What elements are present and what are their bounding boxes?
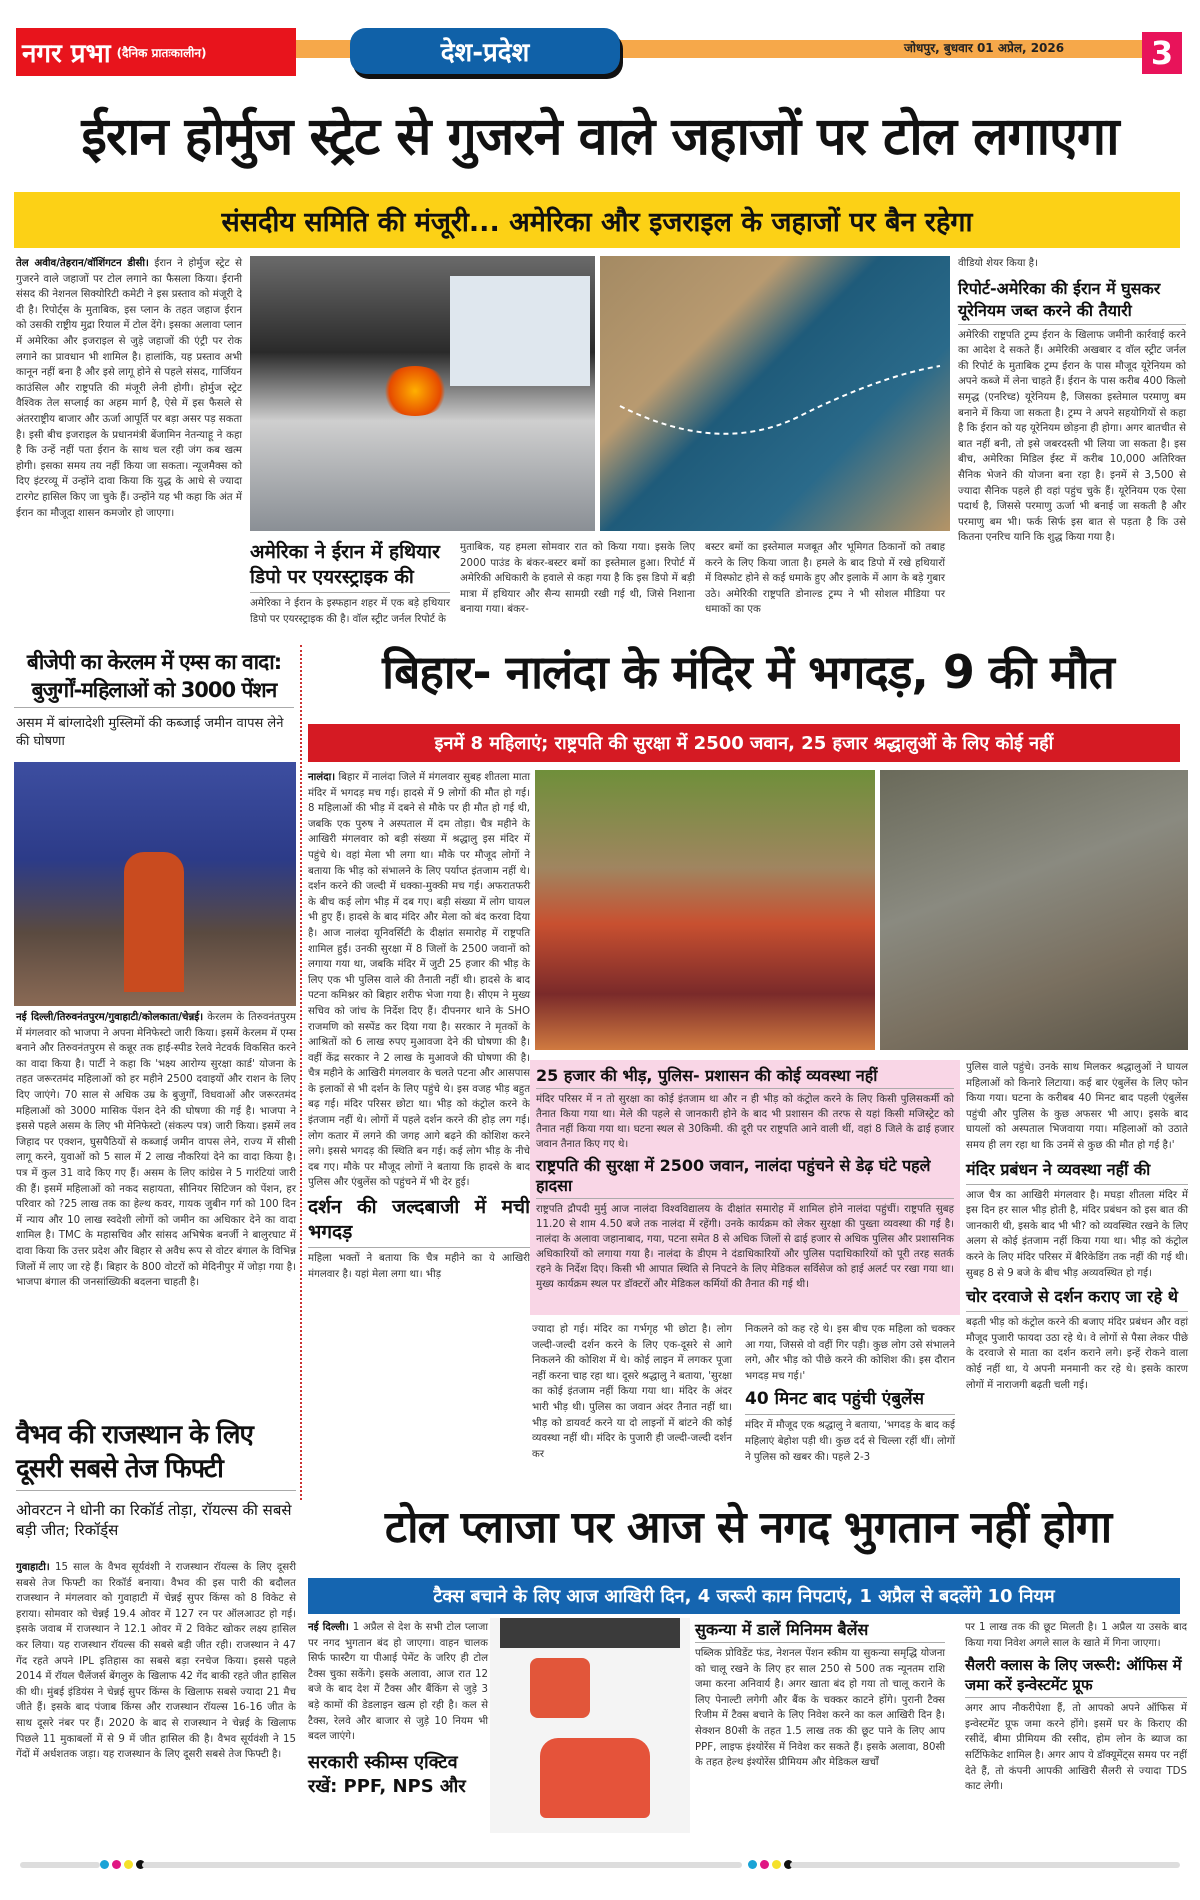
temple-crowd-photo bbox=[535, 770, 875, 1050]
sub-temple-management bbox=[966, 1060, 1188, 1393]
subheadline-darshan: दर्शन की जल्दबाजी में मची भगदड़ bbox=[308, 1195, 530, 1248]
headline-toll: टोल प्लाजा पर आज से नगद भुगतान नहीं होगा bbox=[384, 1502, 1112, 1553]
subheadline-uranium: रिपोर्ट-अमेरिका की ईरान में घुसकर यूरेनियम जब्त करने की तैयारी bbox=[958, 278, 1186, 325]
person-graphic bbox=[124, 852, 184, 992]
footer-bar bbox=[20, 1862, 100, 1868]
body-uranium: अमेरिकी राष्ट्रपति ट्रम्प ईरान के खिलाफ जमीनी कार्रवाई करने का आदेश दे सकते हैं। अमेरिकी अखबार द वॉल स्ट्रीट जर्नल की रिपोर्ट के मुताबिक ट्रम्प ईरान के पास मौजूद यूरेनियम को अपने कब्जे में लेना चाहते हैं। ईरान के पास करीब 400 किलो समृद्ध (एनरिच्ड) यूरेनियम है, जिसका इस्तेमाल परमाणु बम बनाने में किया जा सकता है। ट्रम्प ने अपने सहयोगियों से कहा है कि ईरान को यह यूरेनियम छोड़ना ही होगा। अगर बातचीत से बात नहीं बनी, तो इसे जबरदस्ती भी लिया जा सकता है। इस बीच, अमेरिका मिडिल ईस्ट में करीब 10,000 अतिरिक्त सैनिक भेजने की योजना बना रहा है। इनमें से 3,500 से ज्यादा सैनिक पहले ही वहां पहुंच चुके हैं। यूरेनियम एक ऐसा पदार्थ है, जिससे परमाणु ऊर्जा भी बनाई जा सकती है और परमाणु बम भी। फर्क सिर्फ इस बात से पड़ता है कि उसे कितना एनरिच यानि कि शुद्ध किया गया है। bbox=[958, 329, 1186, 544]
headline-kerala: बीजेपी का केरलम में एम्स का वादा: बुजुर्गों-महिलाओं को 3000 पेंशन bbox=[14, 648, 294, 708]
body-schemes-cont: पर 1 लाख तक की छूट मिलती है। 1 अप्रैल या उसके बाद किया गया निवेश अगले साल के खाते में गिना जाएगा। bbox=[965, 1622, 1187, 1649]
page-number: 3 bbox=[1142, 32, 1182, 74]
article-toll bbox=[308, 1620, 488, 1804]
banner-nalanda: इनमें 8 महिलाएं; राष्ट्रपति की सुरक्षा में 2500 जवान, 25 हजार श्रद्धालुओं के लिए कोई नहीं bbox=[308, 724, 1180, 762]
iran-fire-photo bbox=[250, 256, 595, 531]
body-nalanda-col-b: निकलने को कह रहे थे। इस बीच एक महिला को चक्कर आ गया, जिससे वो वहीं गिर पड़ी। कुछ लोग उसे संभालने लगे, और भीड़ को पीछे करने की कोशिश की। इस दौरान भगदड़ मच गई।' bbox=[745, 1324, 955, 1382]
sub-schemes-cont bbox=[695, 1620, 945, 1771]
subheadline-airstrike: अमेरिका ने ईरान में हथियार डिपो पर एयरस्ट्राइक की bbox=[250, 540, 450, 593]
shipping-route-icon bbox=[600, 256, 950, 531]
box-body-crowd: मंदिर परिसर में न तो सुरक्षा का कोई इंतजाम था और न ही भीड़ को कंट्रोल करने के लिए किसी पुलिसकर्मी को तैनात किया गया था। मेले की पहले से जानकारी होने के बाद भी प्रशासन की तरफ से यहां किसी मजिस्ट्रेट को तैनात नहीं किया गया था। घटना स्थल से 30किमी. की दूरी पर राष्ट्रपति आने वाली थीं, वहां 8 जिले के ढाई हजार जवान तैनात किए गए थे। bbox=[536, 1094, 954, 1150]
sub-salary bbox=[965, 1620, 1187, 1795]
dateline-iran: तेल अवीव/तेहरान/वॉशिंगटन डीसी। bbox=[16, 258, 149, 269]
box-body-president: राष्ट्रपति द्रौपदी मुर्मु आज नालंदा विश्वविद्यालय के दीक्षांत समारोह में शामिल होने नालंदा पहुंचीं। राष्ट्रपति सुबह 11.20 से शाम 4.50 बजे तक नालंदा में रहेंगी। उनके कार्यक्रम को लेकर सुरक्षा की पुख्ता व्यवस्था की गई है। नालंदा के अलावा जहानाबाद, गया, पटना समेत 8 से अधिक जिलों से ढाई हजार से अधिक पुलिस और प्रशासनिक अधिकारियों को लगाया गया है। नालंदा के डीएम ने दंडाधिकारियों और पुलिस पदाधिकारियों को पूरी तरह सतर्क रहने के निर्देश दिए। किसी भी आपात स्थिति से निपटने के लिए मेडिकल सर्विसेज को हाई अलर्ट पर रखा गया था। मुख्य कार्यक्रम स्थल पर डॉक्टरों और मेडिकल कर्मियों की तैनात की गई थी। bbox=[536, 1204, 954, 1290]
subheadline-management: मंदिर प्रबंधन ने व्यवस्था नहीं की bbox=[966, 1157, 1188, 1185]
hormuz-map-photo bbox=[600, 256, 950, 531]
subhead-kerala: असम में बांग्लादेशी मुस्लिमों की कब्जाई जमीन वापस लेने की घोषणा bbox=[16, 716, 284, 749]
sub-ambulance bbox=[745, 1322, 955, 1465]
body-nalanda-col-c: पुलिस वाले पहुंचे। उनके साथ मिलकर श्रद्धालुओं ने घायल महिलाओं को किनारे लिटाया। कई बार एंबुलेंस के लिए फोन किया गया। घटना के करीबब 40 मिनट बाद पहली एंबुलेंस पहुंची और पुलिस के कुछ अफसर भी आए। इसके बाद घायलों को अस्पताल भिजवाया गया। महिलाओं को उठाते समय ही लग रहा था कि उनमें से कुछ की मौत हो गई है।' bbox=[966, 1062, 1188, 1151]
newspaper-logo bbox=[16, 28, 296, 76]
subheadline-schemes: सरकारी स्कीम्स एक्टिव रखें: PPF, NPS और bbox=[308, 1751, 466, 1797]
footer-bar bbox=[790, 1862, 1180, 1868]
headline-cricket: वैभव की राजस्थान के लिए दूसरी सबसे तेज फिफ्टी bbox=[16, 1418, 296, 1491]
body-backdoor: बढ़ती भीड़ को कंट्रोल करने की बजाए मंदिर प्रबंधन और वहां मौजूद पुजारी फायदा उठा रहे थे। वे लोगों से पैसा लेकर पीछे के दरवाजे से माता का दर्शन कराने लगे। इन्हें रोकने वाला कोई नहीं था, ये अपनी मनमानी कर रहे थे। इसके कारण लोगों में नाराजगी बढ़ती चली गई। bbox=[966, 1317, 1188, 1391]
dateline-nalanda: नालंदा। bbox=[308, 772, 336, 783]
toll-plaza-illustration bbox=[490, 1618, 690, 1833]
subheadline-schemes-cont: सुकन्या में डालें मिनिमम बैलेंस bbox=[695, 1620, 945, 1643]
body-nalanda-col-a: ज्यादा हो गई। मंदिर का गर्भगृह भी छोटा है। लोग जल्दी-जल्दी दर्शन करने के लिए एक-दूसरे से आगे निकलने की कोशिश में थे। कोई लाइन में लगकर पूजा नहीं करना चाह रहा था। दूसरे श्रद्धालु ने बताया, 'सुरक्षा का कोई इंतजाम नहीं किया गया था। मंदिर के अंदर भारी भीड़ थी। पुलिस का जवान अंदर तैनात नहीं था। भीड़ को डायवर्ट करने या दो लाइनों में बांटने की कोई व्यवस्था नहीं थी। मंदिर के पुजारी ही जल्दी-जल्दी दर्शन कर bbox=[532, 1324, 732, 1460]
subhead-cricket: ओवरटन ने धोनी का रिकॉर्ड तोड़ा, रॉयल्स की सबसे बड़ी जीत; रिकॉर्ड्स bbox=[16, 1501, 292, 1539]
fire-graphic bbox=[380, 366, 450, 416]
kerala-manifesto-photo bbox=[14, 762, 296, 1006]
article-nalanda bbox=[308, 770, 530, 1282]
footer-bar bbox=[142, 1862, 742, 1868]
article-kerala bbox=[16, 1010, 296, 1291]
subheadline-salary: सैलरी क्लास के लिए जरूरी: ऑफिस में जमा करें इन्वेस्टमेंट प्रूफ bbox=[965, 1655, 1187, 1698]
registration-marks-icon bbox=[748, 1860, 793, 1869]
subheadline-backdoor: चोर दरवाजे से दर्शन कराए जा रहे थे bbox=[966, 1284, 1188, 1312]
body-toll: 1 अप्रैल से देश के सभी टोल प्लाजा पर नगद भुगतान बंद हो जाएगा। वाहन चालक सिर्फ फास्टैग या पीआई पेमेंट के जरिए ही टोल टैक्स चुका सकेंगे। इसके अलावा, आज रात 12 बजे के बाद देश में टैक्स और बैंकिंग से जुड़े 3 बड़े कामों की डेडलाइन खत्म हो रही है। कल से टैक्स, रेलवे और बाजार से जुड़े 10 नियम भी बदल जाएंगे। bbox=[308, 1622, 488, 1743]
body-ambulance: मंदिर में मौजूद एक श्रद्धालु ने बताया, 'भगदड़ के बाद कई महिलाएं बेहोश पड़ी थी। कुछ दर्द से चिल्ला रहीं थीं। लोगों ने पुलिस को खबर की। पहले 2-3 bbox=[745, 1420, 955, 1463]
banner-iran: संसदीय समिति की मंजूरी... अमेरिका और इजराइल के जहाजों पर बैन रहेगा bbox=[14, 192, 1180, 248]
body-nalanda: बिहार में नालंदा जिले में मंगलवार सुबह शीतला माता मंदिर में भगदड़ मच गई। हादसे में 9 लोगों की मौत हो गई। 8 महिलाओं की भीड़ में दबने से मौके पर ही मौत हो गई थी, जबकि एक पुरुष ने अस्पताल में दम तोड़ा। चैत्र महीने के आखिरी मंगलवार को बड़ी संख्या में श्रद्धालु इस मंदिर में पहुंचे थे। वहां मेला भी लगा था। मौके पर मौजूद लोगों ने बताया कि भीड़ को संभालने के लिए पर्याप्त इंतजाम नहीं थे। दर्शन करने की जल्दी में धक्का-मुक्की मच गई। अफरातफरी के बीच कई लोग भीड़ में दब गए। बड़ी संख्या में लोग घायल भी हुए हैं। हादसे के बाद मंदिर और मेला को बंद करवा दिया है। आज नालंदा यूनिवर्सिटी के दीक्षांत समारोह में राष्ट्रपति शामिल हुईं। उनकी सुरक्षा में 8 जिलों के 2500 जवानों को लगाया गया था, जबकि मंदिर में जुटी 25 हजार की भीड़ के लिए एक भी पुलिस वाले की तैनाती नहीं थी। हादसे के बाद पटना कमिश्नर को बिहार शरीफ भेजा गया है। सीएम ने मुख्य सचिव को जांच के निर्देश दिए हैं। दीपनगर थाने के SHO राजमणि को सस्पेंड कर दिया गया है। सरकार ने मृतकों के आश्रितों को 6 लाख रुपए मुआवजा देने की घोषणा की है। वहीं केंद्र सरकार ने 2 लाख के मुआवजे की घोषणा की है। चैत्र महीने के आखिरी मंगलवार के चलते पटना और आसपास के इलाकों से भी दर्शन के लिए पहुंचे थे। इस वजह भीड़ बहुत बढ़ गई। मंदिर परिसर छोटा था। भीड़ को कंट्रोल करने के इंतजाम नहीं थे। लोगों में पहले दर्शन करने की होड़ लग गई। लोग कतार में लगने की जगह आगे बढ़ने की कोशिश करने लगे। इससे भगदड़ की स्थिति बन गई। कई लोग भीड़ के नीचे दब गए। मौके पर मौजूद लोगों ने बताया कि हादसे के बाद पुलिस और एंबुलेंस को पहुंचने में भी देर हुई। bbox=[308, 772, 530, 1189]
banner-toll: टैक्स बचाने के लिए आज आखिरी दिन, 4 जरूरी काम निपटाएं, 1 अप्रैल से बदलेंगे 10 नियम bbox=[308, 1578, 1180, 1614]
truck-graphic bbox=[530, 1658, 590, 1718]
column-divider bbox=[300, 645, 302, 1500]
sky-graphic bbox=[450, 276, 590, 386]
body-airstrike-1: अमेरिका ने ईरान के इस्फहान शहर में एक बड़े हथियार डिपो पर एयरस्ट्राइक की है। वॉल स्ट्रीट जर्नल रिपोर्ट के bbox=[250, 598, 450, 625]
article-cricket bbox=[16, 1560, 296, 1763]
headline-iran: ईरान होर्मुज स्ट्रेट से गुजरने वाले जहाजों पर टोल लगाएगा bbox=[81, 107, 1119, 167]
body-darshan: महिला भक्तों ने बताया कि चैत्र महीने का ये आखिरी मंगलवार है। यहां मेला लगा था। भीड़ bbox=[308, 1253, 530, 1280]
dateline: जोधपुर, बुधवार 01 अप्रेल, 2026 bbox=[904, 41, 1065, 55]
dateline-kerala: नई दिल्ली/तिरुवनंतपुरम/गुवाहाटी/कोलकाता/चेन्नई। bbox=[16, 1012, 204, 1023]
body-kerala: केरलम के तिरुवनंतपुरम में मंगलवार को भाजपा ने अपना मेनिफेस्टो जारी किया। इसमें केरलम में एम्स बनाने और तिरुवनंतपुरम से कन्नूर तक हाई-स्पीड रेलवे नेटवर्क विकसित करने का वादा किया है। पार्टी ने कहा कि 'भक्ष्य आरोग्य सुरक्षा कार्ड' योजना के तहत जरूरतमंद महिलाओं को हर महीने 2500 दवाइयों और राशन के लिए दिए जाएंगे। 70 साल से अधिक उम्र के बुजुर्गों, विधवाओं और जरूरतमंद महिलाओं को 3000 मासिक पेंशन देने की घोषणा की गई है। भाजपा ने इससे पहले असम के लिए भी मेनिफेस्टो (संकल्प पत्र) जारी किया। इसमें लव जिहाद पर एक्शन, घुसपैठियों से कब्जाई जमीन वापस लेने, राज्य में सीसी लागू करने, युवाओं को 5 साल में 2 लाख नौकरियां देने का वादा किया है। पत्र में कुल 31 वादे किए गए हैं। असम के लिए कांग्रेस ने 5 गारंटियां जारी की हैं। इसमें महिलाओं को नकद सहायता, सीनियर सिटिजन को पेंशन, हर परिवार को ?25 लाख तक का हेल्थ कवर, गायक जुबीन गर्ग को 100 दिन में न्याय और 10 लाख स्वदेशी लोगों को जमीन का अधिकार देने का वादा शामिल है। TMC के महासचिव और सांसद अभिषेक बनर्जी ने बालुरघाट में दावा किया कि उत्तर प्रदेश और बिहार से अवैध रूप से वोटर बंगाल के विभिन्न जिलों में लाए जा रहे हैं। बिहार के 800 वोटरों को मेदिनीपुर में जोड़ा गया है। भाजपा बंगाल की जनसांख्यिकी बदलना चाहती है। bbox=[16, 1012, 297, 1289]
car-graphic bbox=[540, 1738, 650, 1818]
section-title: देश-प्रदेश bbox=[350, 28, 620, 74]
article-iran-lead bbox=[16, 256, 242, 521]
box-headline-crowd: 25 हजार की भीड़, पुलिस- प्रशासन की कोई व्यवस्था नहीं bbox=[536, 1066, 954, 1089]
box-headline-president: राष्ट्रपति की सुरक्षा में 2500 जवान, नालंदा पहुंचने से डेढ़ घंटे पहले हादसा bbox=[536, 1156, 954, 1199]
body-airstrike-2: मुताबिक, यह हमला सोमवार रात को किया गया। इसके लिए 2000 पाउंड के बंकर-बस्टर बमों का इस्तेमाल हुआ। रिपोर्ट में अमेरिकी अधिकारी के हवाले से कहा गया है कि इस डिपो में बड़ी मात्रा में हथियार और सैन्य सामग्री रखी गई थी, जिसे निशाना बनाया गया। बंकर- bbox=[460, 542, 695, 616]
body-management: आज चैत्र का आखिरी मंगलवार है। मघड़ा शीतला मंदिर में इस दिन हर साल भीड़ होती है, मंदिर प्रबंधन को इस बात की जानकारी थी, इसके बाद भी भी? को व्यवस्थित रखने के लिए अलग से कोई इंतजाम नहीं किया गया था। भीड़ को कंट्रोल करने के लिए मंदिर परिसर में बैरिकेडिंग तक नहीं की गई थी। सुबह 8 से 9 बजे के बीच भीड़ अव्यवस्थित हो गई। bbox=[966, 1189, 1188, 1279]
sub-iran-airstrike bbox=[250, 540, 450, 627]
dateline-cricket: गुवाहाटी। bbox=[16, 1562, 50, 1573]
dateline-toll: नई दिल्ली। bbox=[308, 1622, 349, 1633]
body-airstrike-3: बस्टर बमों का इस्तेमाल मजबूत और भूमिगत ठिकानों को तबाह करने के लिए किया जाता है। हमले के बाद डिपो में रखे हथियारों में विस्फोट होने से कई धमाके हुए और इलाके में आग के बड़े गुबार उठे। अमेरिकी राष्ट्रपति डोनाल्ड ट्रम्प ने भी सोशल मीडिया पर धमाकों का एक bbox=[705, 542, 946, 616]
brand-name: नगर प्रभा bbox=[22, 39, 111, 69]
headline-nalanda: बिहार- नालंदा के मंदिर में भगदड़, 9 की मौत bbox=[382, 645, 1114, 699]
registration-marks-icon bbox=[100, 1860, 145, 1869]
brand-tagline: (दैनिक प्रातःकालीन) bbox=[116, 45, 207, 60]
masthead bbox=[16, 28, 1188, 80]
stampede-aftermath-photo bbox=[880, 770, 1188, 1050]
body-schemes: पब्लिक प्रोविडेंट फंड, नेशनल पेंशन स्कीम या सुकन्या समृद्धि योजना को चालू रखने के लिए हर साल 250 से 500 तक न्यूनतम राशि जमा करना अनिवार्य है। अगर खाता बंद हो गया तो चालू कराने के लिए पेनाल्टी लगेगी और बैंक के चक्कर काटने होंगे। पुरानी टैक्स रिजीम में टैक्स बचाने के लिए निवेश करने का कल आखिरी दिन है। सेक्शन 80सी के तहत 1.5 लाख तक की छूट पाने के लिए आप PPF, लाइफ इंश्योरेंस में निवेश कर सकते हैं। इसके अलावा, 80सी के तहत हेल्थ इंश्योरेंस प्रीमियम और मेडिकल खर्चों bbox=[695, 1648, 945, 1769]
body-side-lead: वीडियो शेयर किया है। bbox=[958, 258, 1038, 269]
body-salary: अगर आप नौकरीपेशा हैं, तो आपको अपने ऑफिस में इन्वेस्टमेंट प्रूफ जमा करने होंगे। इसमें घर के किराए की रसीदें, बीमा प्रीमियम की रसीद, होम लोन के ब्याज का सर्टिफिकेट शामिल है। अगर आप ये डॉक्यूमेंट्स समय पर नहीं देते हैं, तो कंपनी आपकी आखिरी सैलरी से ज्यादा TDS काट लेगी। bbox=[965, 1703, 1187, 1793]
body-cricket: 15 साल के वैभव सूर्यवंशी ने राजस्थान रॉयल्स के लिए दूसरी सबसे तेज फिफ्टी का रिकॉर्ड बनाया। वैभव की इस पारी की बदौलत राजस्थान ने मंगलवार को गुवाहाटी में चेन्नई सुपर किंग्स को 8 विकेट से हराया। सोमवार को चेन्नई 19.4 ओवर में 127 रन पर ऑलआउट हो गई। इसके जवाब में राजस्थान ने 12.1 ओवर में 2 विकेट खोकर लक्ष्य हासिल कर लिया। यह राजस्थान रॉयल्स की सबसे बड़ी जीत रही। राजस्थान ने 47 गेंद रहते अपने IPL इतिहास का सबसे बड़ा रनचेज किया। इससे पहले 2014 में रॉयल चैलेंजर्स बेंगलुरु के खिलाफ 42 गेंद बाकी रहते जीत हासिल की थी। मुंबई इंडियंस ने चेन्नई सुपर किंग्स के खिलाफ सबसे ज्यादा 21 मैच जीते हैं। इसके बाद पंजाब किंग्स और राजस्थान रॉयल्स 16-16 जीत के साथ दूसरे नंबर पर हैं। 2020 के बाद से राजस्थान ने चेन्नई के खिलाफ पिछले 11 मुकाबलों में से 9 में जीत हासिल की है। वैभव सूर्यवंशी ने 15 गेंदों में अर्धशतक जड़ा। यह राजस्थान के लिए दूसरी सबसे तेज फिफ्टी है। bbox=[16, 1562, 296, 1761]
body-iran: ईरान ने होर्मुज स्ट्रेट से गुजरने वाले जहाजों पर टोल लगाने का फैसला किया। ईरानी संसद की नेशनल सिक्योरिटी कमेटी ने इस प्रस्ताव को मंजूरी दे दी है। रिपोर्ट्स के मुताबिक, इस प्लान के तहत जहाज ईरान को उसकी राष्ट्रीय मुद्रा रियाल में टोल देंगे। इसका अलावा प्लान में अमेरिका और इजराइल से जुड़े जहाजों की एंट्री पर रोक लगाने का प्रावधान भी शामिल है। हालांकि, यह प्रस्ताव अभी कानून नहीं बना है और इसे लागू होने से पहले संसद, गार्जियन काउंसिल और राष्ट्रपति की मंजूरी लेनी होगी। होर्मुज स्ट्रेट वैश्विक तेल सप्लाई का अहम मार्ग है, ऐसे में इस फैसले से अंतरराष्ट्रीय बाजार और ऊर्जा आपूर्ति पर बड़ा असर पड़ सकता है। इसी बीच इजराइल के प्रधानमंत्री बेंजामिन नेतन्याहू ने कहा है कि उन्हें नहीं पता ईरान के साथ चल रही जंग कब खत्म होगी। इसका समय तय नहीं किया जा सकता। न्यूजमैक्स को दिए इंटरव्यू में उन्होंने दावा किया कि युद्ध के आधे से ज्यादा टारगेट हासिल किए जा चुके हैं। उन्होंने यह भी कहा कि अंत में ईरान का मौजूदा शासन कमजोर हो जाएगा। bbox=[16, 258, 242, 519]
toll-booth-roof bbox=[500, 1618, 680, 1648]
info-box-security bbox=[530, 1060, 960, 1315]
sub-iran-uranium bbox=[958, 256, 1186, 546]
subheadline-ambulance: 40 मिनट बाद पहुंची एंबुलेंस bbox=[745, 1387, 955, 1415]
